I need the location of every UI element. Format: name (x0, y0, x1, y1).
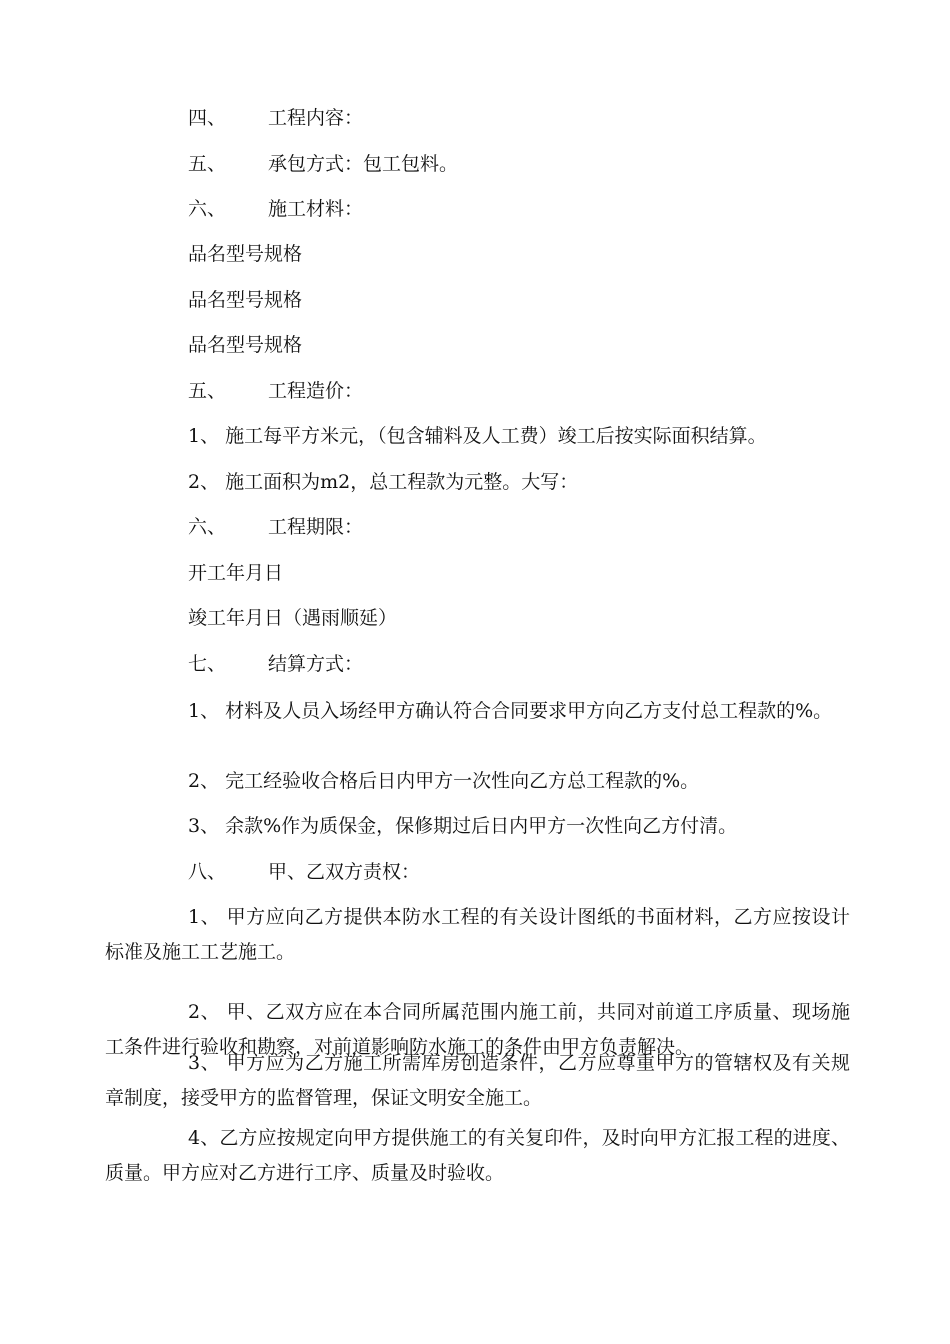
rights-item: 3、 甲方应为乙方施工所需库房创造条件，乙方应尊重甲方的管辖权及有关规章制度，接受甲方的监督管理，保证文明安全施工。 (105, 1052, 850, 1109)
section-heading: 甲、乙双方责权： (268, 861, 421, 883)
payment-item: 1、 材料及人员入场经甲方确认符合合同要求甲方向乙方支付总工程款的%。 (188, 700, 833, 722)
period-item: 开工年月日 (188, 562, 284, 584)
section-number: 五、 (188, 153, 227, 175)
section-number: 七、 (188, 653, 227, 675)
section-number: 八、 (188, 861, 227, 883)
payment-item: 2、 完工经验收合格后日内甲方一次性向乙方总工程款的%。 (188, 770, 700, 792)
material-item: 品名型号规格 (188, 243, 303, 265)
section-heading: 施工材料： (268, 198, 364, 220)
rights-item: 2、 甲、乙双方应在本合同所属范围内施工前，共同对前道工序质量、现场施工条件进行验收和勘察，对前道影响防水施工的条件由甲方负责解决。 (105, 1001, 850, 1058)
section-heading: 工程内容： (268, 107, 364, 129)
material-item: 品名型号规格 (188, 289, 303, 311)
section-heading: 结算方式： (268, 653, 364, 675)
period-item: 竣工年月日（遇雨顺延） (188, 607, 398, 629)
section-heading: 工程期限： (268, 516, 364, 538)
section-number: 六、 (188, 516, 227, 538)
section-number: 四、 (188, 107, 227, 129)
section-heading: 工程造价： (268, 380, 364, 402)
payment-item: 3、 余款%作为质保金，保修期过后日内甲方一次性向乙方付清。 (188, 815, 738, 837)
price-item: 1、 施工每平方米元，（包含辅料及人工费）竣工后按实际面积结算。 (188, 425, 767, 447)
section-number: 五、 (188, 380, 227, 402)
rights-item: 4、乙方应按规定向甲方提供施工的有关复印件，及时向甲方汇报工程的进度、质量。甲方应对乙方进行工序、质量及时验收。 (105, 1127, 850, 1184)
material-item: 品名型号规格 (188, 334, 303, 356)
section-heading: 承包方式：包工包料。 (268, 153, 459, 175)
rights-item: 1、 甲方应向乙方提供本防水工程的有关设计图纸的书面材料，乙方应按设计标准及施工工艺施工。 (105, 906, 850, 963)
price-item: 2、 施工面积为m2，总工程款为元整。大写： (188, 471, 579, 493)
section-number: 六、 (188, 198, 227, 220)
